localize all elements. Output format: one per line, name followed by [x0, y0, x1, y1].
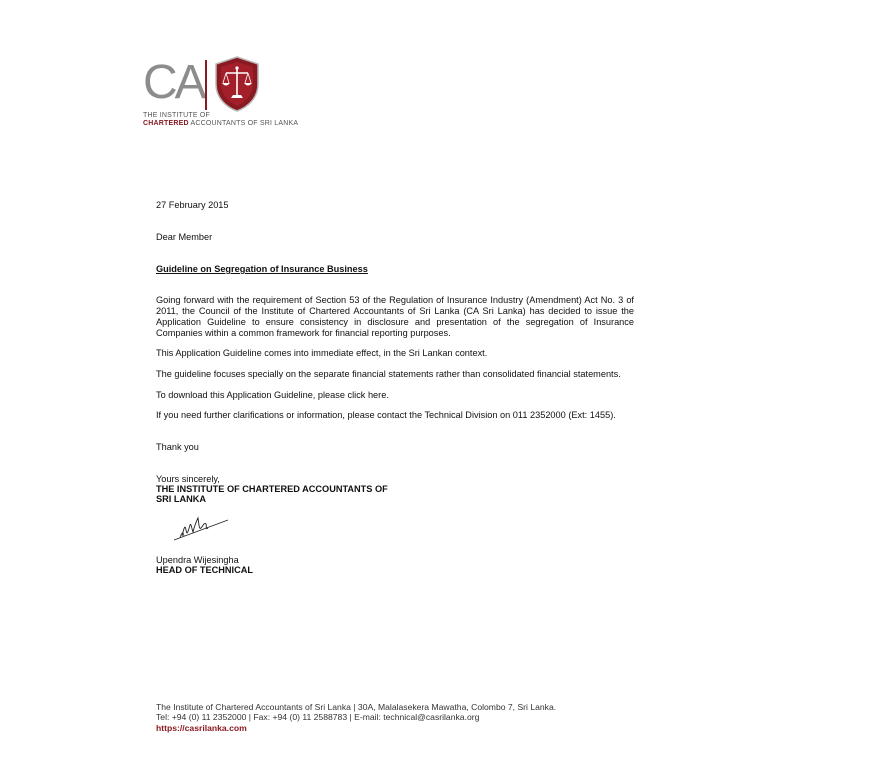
logo-tagline-highlight: CHARTERED [143, 120, 189, 127]
signer-name: Upendra Wijesingha [156, 555, 239, 565]
logo-tagline-line2 [143, 120, 298, 128]
logo-letters: CA [143, 56, 204, 109]
paragraph-intro: Going forward with the requirement of Section 53 of the Regulation of Insurance Industry (Amendment) Act No. 3 of 2011, the Council of the Institute of Chartered Accountants of Sri Lanka (CA Sri Lanka) has decided to issue the Application Guideline to ensure consistency in disclosure and presentation of the segregation of Insurance Companies within a common framework for financial reporting purposes. [156, 295, 634, 338]
logo-tagline-line1: THE INSTITUTE OF [143, 112, 210, 119]
letter-salutation: Dear Member [156, 232, 213, 242]
letter-date: 27 February 2015 [156, 200, 229, 210]
org-name-line1: THE INSTITUTE OF CHARTERED ACCOUNTANTS OF [156, 484, 388, 494]
footer-website-link[interactable]: https://casrilanka.com [156, 723, 247, 733]
paragraph-download-link[interactable]: To download this Application Guideline, please click here. [156, 390, 389, 400]
handwritten-signature [172, 510, 232, 550]
paragraph-contact: If you need further clarifications or information, please contact the Technical Division on 011 2352000 (Ext: 1455). [156, 410, 616, 420]
paragraph-effect: This Application Guideline comes into immediate effect, in the Sri Lankan context. [156, 348, 488, 358]
org-name-line2: SRI LANKA [156, 494, 207, 504]
letter-closing: Yours sincerely, [156, 474, 220, 484]
logo-tagline-rest: ACCOUNTANTS OF SRI LANKA [188, 120, 299, 127]
signer-title: HEAD OF TECHNICAL [156, 565, 253, 575]
logo-divider [205, 60, 207, 110]
footer-contact: Tel: +94 (0) 11 2352000 | Fax: +94 (0) 11 2588783 | E-mail: technical@casrilanka.org [156, 712, 480, 722]
paragraph-focus: The guideline focuses specially on the separate financial statements rather than consolidated financial statements. [156, 369, 621, 379]
footer-address: The Institute of Chartered Accountants of Sri Lanka | 30A, Malalasekera Mawatha, Colombo 7, Sri Lanka. [156, 702, 557, 712]
letter-subject: Guideline on Segregation of Insurance Business [156, 264, 368, 274]
scales-shield-icon [214, 56, 260, 112]
letter-thanks: Thank you [156, 442, 199, 452]
